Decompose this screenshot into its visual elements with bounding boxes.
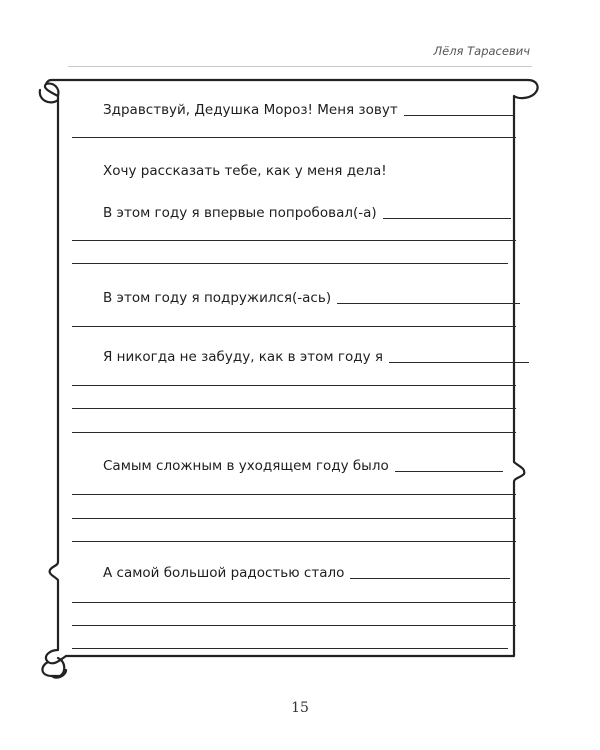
prompt-remember <box>103 348 529 366</box>
answer-line[interactable] <box>72 494 516 495</box>
answer-line[interactable] <box>72 648 508 649</box>
prompt-tried-text: В этом году я впервые попробовал(-а) <box>103 205 377 221</box>
answer-line[interactable] <box>72 263 508 264</box>
prompt-joy-text: А самой большой радостью стало <box>103 565 345 581</box>
answer-line[interactable] <box>72 240 516 241</box>
answer-hardest-field[interactable] <box>395 471 503 472</box>
prompt-remember-text: Я никогда не забуду, как в этом году я <box>103 349 383 365</box>
prompt-joy <box>103 564 510 582</box>
prompt-name-text: Здравствуй, Дедушка Мороз! Меня зовут <box>103 102 398 118</box>
answer-friends-field[interactable] <box>337 303 520 304</box>
prompt-tried <box>103 204 511 222</box>
answer-line[interactable] <box>72 432 516 433</box>
answer-line[interactable] <box>72 518 516 519</box>
prompt-friends <box>103 289 520 307</box>
answer-line[interactable] <box>72 602 516 603</box>
answer-line[interactable] <box>72 385 516 386</box>
author-name: Лёля Тарасевич <box>433 44 530 58</box>
prompt-friends-text: В этом году я подружился(-ась) <box>103 290 332 306</box>
answer-name-field[interactable] <box>404 115 514 116</box>
prompt-hardest <box>103 457 503 475</box>
answer-line[interactable] <box>72 541 516 542</box>
answer-line[interactable] <box>72 137 516 138</box>
prompt-name <box>103 101 514 119</box>
prompt-hardest-text: Самым сложным в уходящем году было <box>103 458 389 474</box>
page-number: 15 <box>291 700 309 716</box>
answer-line[interactable] <box>72 625 516 626</box>
answer-remember-field[interactable] <box>389 362 529 363</box>
intro-text <box>103 162 387 180</box>
answer-line[interactable] <box>72 326 516 327</box>
intro-text-label: Хочу рассказать тебе, как у меня дела! <box>103 163 387 179</box>
answer-line[interactable] <box>72 408 516 409</box>
answer-tried-field[interactable] <box>383 218 511 219</box>
answer-joy-field[interactable] <box>350 578 510 579</box>
